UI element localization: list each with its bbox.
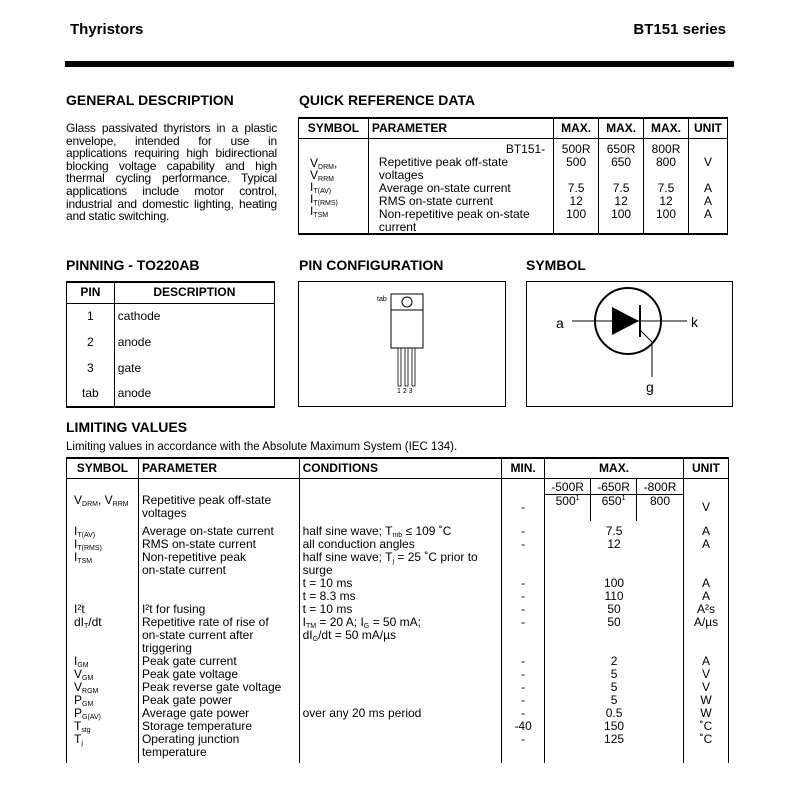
lv-header-unit: UNIT <box>684 458 729 478</box>
lv-condition: all conduction angles <box>299 538 502 551</box>
lv-header-min: MIN. <box>502 458 545 478</box>
quick-reference-title: QUICK REFERENCE DATA <box>299 92 476 108</box>
qr-row-value: 100 <box>644 208 689 221</box>
lv-header-symbol: SYMBOL <box>67 458 139 478</box>
qr-row-value: 12 <box>554 195 599 208</box>
pin-description: anode <box>114 381 274 407</box>
lv-variant: -800R <box>637 478 684 494</box>
lv-parameter: Peak gate voltage <box>138 668 299 681</box>
pin-number: 3 <box>67 355 115 381</box>
lv-max: 125 <box>545 733 684 746</box>
lv-parameter: Peak reverse gate voltage <box>138 681 299 694</box>
qr-row-value: 7.5 <box>644 182 689 195</box>
lv-symbol: $T_{stg}$ <box>67 720 139 733</box>
lv-parameter: Average on-state current <box>138 525 299 538</box>
lv-condition: $dI_G/dt = 50$ mA/µs <box>299 629 502 642</box>
qr-header-parameter: PARAMETER <box>368 118 553 138</box>
doc-series: BT151 series <box>633 21 726 38</box>
lv-condition: half sine wave; $T_j = 25$ ˚C prior to <box>299 551 502 564</box>
qr-row-unit: V <box>688 156 727 169</box>
lv-unit: ˚C <box>684 733 729 746</box>
lv-parameter: Operating junction <box>138 733 299 746</box>
lv-max: 50 <box>545 616 684 629</box>
lv-parameter: Peak gate power <box>138 694 299 707</box>
lv-max: 2 <box>545 655 684 668</box>
lv-header-max: MAX. <box>545 458 684 478</box>
lv-unit: A <box>684 577 729 590</box>
lv-min: - <box>502 694 545 707</box>
symbol-box <box>526 281 733 407</box>
qr-header-symbol: SYMBOL <box>299 118 369 138</box>
pin-description: cathode <box>114 303 274 329</box>
lv-parameter: on-state current after <box>138 629 299 642</box>
symbol-gate-label: g <box>646 379 654 395</box>
symbol-anode-label: a <box>556 315 564 331</box>
pin-configuration-box <box>298 281 506 407</box>
qr-row-value: 7.5 <box>554 182 599 195</box>
lv-max: 110 <box>545 590 684 603</box>
lv-max: 12 <box>545 538 684 551</box>
qr-row-parameter: voltages <box>368 169 553 182</box>
lv-condition: t = 10 ms <box>299 577 502 590</box>
qr-row-value: 12 <box>599 195 644 208</box>
qr-row-parameter: current <box>368 221 553 235</box>
lv-min: -40 <box>502 720 545 733</box>
qr-row-value: 500 <box>554 156 599 169</box>
qr-header-max: MAX. <box>554 118 599 138</box>
lv-min: - <box>502 733 545 746</box>
qr-row-value: 100 <box>554 208 599 221</box>
lv-unit: W <box>684 707 729 720</box>
lv-parameter: Non-repetitive peak <box>138 551 299 564</box>
pin-number: tab <box>67 381 115 407</box>
qr-header-max: MAX. <box>644 118 689 138</box>
lv-symbol: $T_j$ <box>67 733 139 746</box>
lv-symbol: $V_{RGM}$ <box>67 681 139 694</box>
lv-unit: ˚C <box>684 720 729 733</box>
lv-unit: W <box>684 694 729 707</box>
lv-symbol: $I_{TSM}$ <box>67 551 139 564</box>
qr-row-parameter: Average on-state current <box>368 182 553 195</box>
qr-row-value: 800 <box>644 156 689 169</box>
qr-row-parameter: Repetitive peak off-state <box>368 156 553 169</box>
general-description-text: Glass passivated thyristors in a plastic envelope, intended for use in applications requiring high bidirectional blocking voltage capability and high thermal cycling performance. Typical applications include motor control, industrial and domestic lighting, heating and static switching. <box>66 121 277 224</box>
lv-max: 5 <box>545 668 684 681</box>
lv-unit: A²s <box>684 603 729 616</box>
lv-max: 150 <box>545 720 684 733</box>
lv-max: 100 <box>545 577 684 590</box>
lv-max: 0.5 <box>545 707 684 720</box>
lv-unit: V <box>684 681 729 694</box>
qr-row-value: 12 <box>644 195 689 208</box>
lv-unit: V <box>684 668 729 681</box>
lv-unit: A <box>684 538 729 551</box>
pin-number: 2 <box>67 329 115 355</box>
lv-min: - <box>502 603 545 616</box>
lv-max: 7.5 <box>545 525 684 538</box>
lv-min: - <box>502 668 545 681</box>
qr-variant: 650R <box>599 138 644 156</box>
lv-condition: t = 8.3 ms <box>299 590 502 603</box>
lv-min: - <box>502 681 545 694</box>
qr-header-unit: UNIT <box>688 118 727 138</box>
lv-header-conditions: CONDITIONS <box>299 458 502 478</box>
lv-parameter: triggering <box>138 642 299 655</box>
lv-parameter: I²t for fusing <box>138 603 299 616</box>
symbol-cathode-label: k <box>691 314 698 330</box>
pinning-table <box>66 281 275 408</box>
lv-vdrm-unit: V <box>684 494 729 521</box>
quick-reference-table <box>298 117 728 235</box>
qr-header-max: MAX. <box>599 118 644 138</box>
pin-configuration-title: PIN CONFIGURATION <box>299 257 444 273</box>
lv-vdrm-value: $500^1$ <box>545 494 591 521</box>
lv-unit: A <box>684 525 729 538</box>
symbol-title: SYMBOL <box>526 257 586 273</box>
qr-symbols: $V_{DRM}$, $V_{RRM}$ $I_{T(AV)}$ $I_{T(RMS)}$ $I_{TSM}$ <box>299 156 369 234</box>
lv-parameter: temperature <box>138 746 299 759</box>
lv-parameter: Peak gate current <box>138 655 299 668</box>
lv-min: - <box>502 538 545 551</box>
lv-condition: $I_{TM} = 20$ A; $I_G = 50$ mA; <box>299 616 502 629</box>
qr-variant: 800R <box>644 138 689 156</box>
lv-variant: -650R <box>591 478 637 494</box>
lv-parameter: RMS on-state current <box>138 538 299 551</box>
general-description-title: GENERAL DESCRIPTION <box>66 92 234 108</box>
lv-parameter: Storage temperature <box>138 720 299 733</box>
lv-symbol: $dI_T/dt$ <box>67 616 139 629</box>
pin-header-description: DESCRIPTION <box>114 282 274 303</box>
lv-min: - <box>502 525 545 538</box>
lv-symbol-vdrm: $V_{DRM}$, $V_{RRM}$ <box>67 494 139 521</box>
lv-max: 50 <box>545 603 684 616</box>
lv-parameter: on-state current <box>138 564 299 577</box>
lv-parameter: Repetitive rate of rise of <box>138 616 299 629</box>
pinning-title: PINNING - TO220AB <box>66 257 200 273</box>
lv-symbol: $P_{G(AV)}$ <box>67 707 139 720</box>
qr-row-unit: A <box>688 195 727 208</box>
lv-condition: surge <box>299 564 502 577</box>
lv-min: - <box>502 590 545 603</box>
pin-number: 1 <box>67 303 115 329</box>
pin-description: gate <box>114 355 274 381</box>
lv-vdrm-min: - <box>502 494 545 521</box>
qr-variant-label: BT151- <box>368 138 553 156</box>
qr-row-parameter: RMS on-state current <box>368 195 553 208</box>
limiting-values-title: LIMITING VALUES <box>66 419 188 435</box>
lv-symbol: $P_{GM}$ <box>67 694 139 707</box>
pin-description: anode <box>114 329 274 355</box>
qr-row-value: 100 <box>599 208 644 221</box>
qr-row-value: 650 <box>599 156 644 169</box>
lv-vdrm-parameter: Repetitive peak off-state voltages <box>138 494 299 521</box>
lv-condition: over any 20 ms period <box>299 707 502 720</box>
qr-row-value: 7.5 <box>599 182 644 195</box>
lv-vdrm-value: 800 <box>637 494 684 521</box>
lv-unit: A/µs <box>684 616 729 629</box>
lv-min: - <box>502 655 545 668</box>
pins-label: 1 2 3 <box>397 388 413 395</box>
lv-variant: -500R <box>545 478 591 494</box>
lv-symbol: I²t <box>67 603 139 616</box>
lv-min: - <box>502 707 545 720</box>
lv-header-parameter: PARAMETER <box>138 458 299 478</box>
lv-symbol: $I_{GM}$ <box>67 655 139 668</box>
lv-vdrm-value: $650^1$ <box>591 494 637 521</box>
limiting-values-table <box>66 457 729 763</box>
lv-symbol: $I_{T(AV)}$ <box>67 525 139 538</box>
pin-header-pin: PIN <box>67 282 115 303</box>
lv-condition: half sine wave; $T_{mb} \le 109$ ˚C <box>299 525 502 538</box>
qr-row-parameter: Non-repetitive peak on-state <box>368 208 553 221</box>
lv-unit: A <box>684 655 729 668</box>
qr-row-unit: A <box>688 208 727 221</box>
lv-min: - <box>502 577 545 590</box>
qr-variant: 500R <box>554 138 599 156</box>
lv-max: 5 <box>545 681 684 694</box>
lv-symbol: $I_{T(RMS)}$ <box>67 538 139 551</box>
lv-condition: t = 10 ms <box>299 603 502 616</box>
tab-label: tab <box>377 296 387 303</box>
limiting-values-subtitle: Limiting values in accordance with the Absolute Maximum System (IEC 134). <box>66 441 458 453</box>
lv-min: - <box>502 616 545 629</box>
qr-row-unit: A <box>688 182 727 195</box>
header-rule <box>65 61 734 67</box>
lv-unit: A <box>684 590 729 603</box>
lv-max: 5 <box>545 694 684 707</box>
lv-parameter: Average gate power <box>138 707 299 720</box>
lv-symbol: $V_{GM}$ <box>67 668 139 681</box>
doc-category: Thyristors <box>70 21 144 38</box>
thyristor-symbol-icon <box>527 282 732 406</box>
